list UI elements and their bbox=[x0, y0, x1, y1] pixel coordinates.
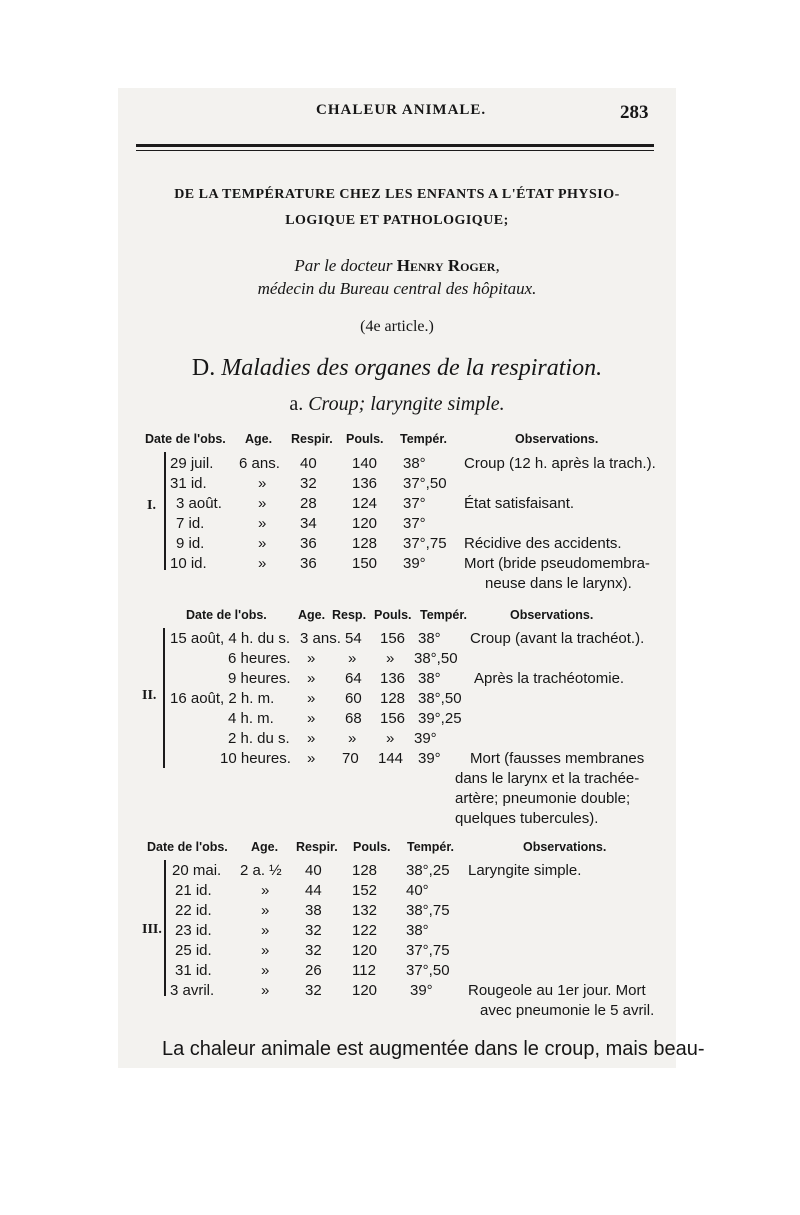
cell-temp: 37°,75 bbox=[406, 942, 450, 959]
cell-temp: 38°,75 bbox=[406, 902, 450, 919]
table1-label: I. bbox=[147, 498, 156, 513]
cell-temp: 38°,50 bbox=[414, 650, 458, 667]
cell-pouls: 122 bbox=[352, 922, 378, 939]
col-header-respir: Respir. bbox=[296, 840, 338, 854]
byline-suffix: , bbox=[495, 256, 500, 275]
col-header-temp: Tempér. bbox=[400, 432, 448, 446]
cell-respir: 54 bbox=[345, 630, 362, 647]
article-title-line1: DE LA TEMPÉRATURE CHEZ LES ENFANTS A L'ÉTAT PHYSIO- bbox=[174, 187, 620, 202]
cell-date: 31 id. bbox=[175, 962, 212, 979]
cell-temp: 40° bbox=[406, 882, 429, 899]
header-rule-thin bbox=[136, 150, 654, 151]
cell-pouls: 128 bbox=[380, 690, 406, 707]
cell-date: 4 h. m. bbox=[228, 710, 274, 727]
cell-age: » bbox=[261, 902, 270, 919]
cell-temp: 37° bbox=[403, 495, 426, 512]
cell-age: » bbox=[307, 730, 316, 747]
byline-prefix: Par le docteur bbox=[294, 256, 393, 275]
table1-brace bbox=[164, 452, 166, 570]
cell-age: 6 ans. bbox=[239, 455, 280, 472]
col-header-pouls: Pouls. bbox=[346, 432, 384, 446]
col-header-date: Date de l'obs. bbox=[145, 432, 226, 446]
cell-pouls: 132 bbox=[352, 902, 378, 919]
cell-respir: » bbox=[348, 650, 357, 667]
cell-observation: État satisfaisant. bbox=[464, 495, 575, 512]
section-letter: D. bbox=[191, 355, 216, 381]
subsection-letter: a. bbox=[289, 393, 304, 415]
col-header-obs: Observations. bbox=[510, 608, 594, 622]
cell-respir: » bbox=[348, 730, 357, 747]
cell-age: » bbox=[261, 962, 270, 979]
cell-respir: 60 bbox=[345, 690, 362, 707]
cell-age: » bbox=[307, 710, 316, 727]
cell-age: » bbox=[261, 982, 270, 999]
cell-observation: Après la trachéotomie. bbox=[474, 670, 625, 687]
cell-respir: 70 bbox=[342, 750, 359, 767]
cell-temp: 39°,25 bbox=[418, 710, 462, 727]
cell-date: 31 id. bbox=[170, 475, 207, 492]
cell-observation-cont: avec pneumonie le 5 avril. bbox=[480, 1002, 655, 1019]
cell-pouls: 112 bbox=[352, 962, 376, 979]
cell-respir: 64 bbox=[345, 670, 362, 687]
header-rule-thick bbox=[136, 144, 654, 147]
cell-age: » bbox=[261, 942, 270, 959]
cell-date: 15 août, 4 h. du s. bbox=[170, 630, 291, 647]
section-title: Maladies des organes de la respiration. bbox=[221, 355, 603, 381]
col-header-temp: Tempér. bbox=[420, 608, 468, 622]
cell-date: 20 mai. bbox=[172, 862, 222, 879]
cell-date: 22 id. bbox=[175, 902, 212, 919]
col-header-age: Age. bbox=[251, 840, 279, 854]
table3-label: III. bbox=[142, 922, 162, 937]
col-header-temp: Tempér. bbox=[407, 840, 455, 854]
table2-brace bbox=[163, 628, 165, 768]
author-affiliation: médecin du Bureau central des hôpitaux. bbox=[257, 279, 537, 298]
cell-temp: 39° bbox=[403, 555, 426, 572]
article-number: (4e article.) bbox=[360, 318, 434, 335]
cell-age: 2 a. ½ bbox=[240, 862, 282, 879]
cell-age: » bbox=[258, 495, 267, 512]
cell-temp: 37°,75 bbox=[403, 535, 447, 552]
running-title: CHALEUR ANIMALE. bbox=[316, 102, 487, 118]
cell-observation: Croup (12 h. après la trach.). bbox=[464, 455, 656, 472]
col-header-respir: Respir. bbox=[291, 432, 333, 446]
cell-respir: 38 bbox=[305, 902, 322, 919]
cell-respir: 32 bbox=[305, 982, 322, 999]
cell-pouls: 128 bbox=[352, 535, 378, 552]
cell-temp: 38° bbox=[418, 630, 441, 647]
cell-respir: 36 bbox=[300, 535, 317, 552]
cell-age: » bbox=[307, 670, 316, 687]
cell-temp: 38° bbox=[406, 922, 429, 939]
cell-date: 23 id. bbox=[175, 922, 212, 939]
col-header-date: Date de l'obs. bbox=[147, 840, 228, 854]
cell-age: » bbox=[261, 922, 270, 939]
cell-pouls: 140 bbox=[352, 455, 378, 472]
cell-pouls: 156 bbox=[380, 630, 406, 647]
col-header-age: Age. bbox=[298, 608, 326, 622]
cell-pouls: 156 bbox=[380, 710, 406, 727]
cell-pouls: 120 bbox=[352, 515, 378, 532]
cell-observation: Rougeole au 1er jour. Mort bbox=[468, 982, 646, 999]
cell-temp: 38°,25 bbox=[406, 862, 450, 879]
cell-pouls: » bbox=[386, 730, 395, 747]
cell-temp: 37°,50 bbox=[403, 475, 447, 492]
table3-brace bbox=[164, 860, 166, 996]
cell-age: » bbox=[307, 690, 316, 707]
cell-temp: 39° bbox=[414, 730, 437, 747]
cell-age: 3 ans. bbox=[300, 630, 341, 647]
cell-age: » bbox=[258, 515, 267, 532]
cell-observation: Récidive des accidents. bbox=[464, 535, 622, 552]
cell-temp: 38° bbox=[403, 455, 426, 472]
cell-date: 9 heures. bbox=[228, 670, 291, 687]
cell-observation: Laryngite simple. bbox=[468, 862, 582, 879]
cell-date: 10 heures. bbox=[220, 750, 291, 767]
page-number: 283 bbox=[620, 102, 649, 123]
article-title-line2: LOGIQUE ET PATHOLOGIQUE; bbox=[285, 213, 509, 228]
cell-respir: 44 bbox=[305, 882, 322, 899]
cell-pouls: 144 bbox=[378, 750, 404, 767]
cell-pouls: 128 bbox=[352, 862, 378, 879]
cell-date: 7 id. bbox=[176, 515, 205, 532]
subsection-heading bbox=[118, 393, 676, 416]
cell-date: 2 h. du s. bbox=[228, 730, 290, 747]
closing-text-line: La chaleur animale est augmentée dans le croup, mais beau- bbox=[162, 1038, 705, 1060]
cell-pouls: 150 bbox=[352, 555, 378, 572]
cell-respir: 32 bbox=[305, 942, 322, 959]
col-header-respir: Resp. bbox=[332, 608, 367, 622]
table2-label: II. bbox=[142, 688, 157, 703]
cell-observation: Mort (fausses membranes bbox=[470, 750, 645, 767]
cell-respir: 32 bbox=[305, 922, 322, 939]
col-header-pouls: Pouls. bbox=[353, 840, 391, 854]
cell-age: » bbox=[258, 475, 267, 492]
cell-respir: 40 bbox=[305, 862, 322, 879]
col-header-obs: Observations. bbox=[515, 432, 599, 446]
cell-date: 16 août, 2 h. m. bbox=[170, 690, 275, 707]
cell-pouls: 152 bbox=[352, 882, 378, 899]
cell-respir: 68 bbox=[345, 710, 362, 727]
cell-pouls: 124 bbox=[352, 495, 378, 512]
cell-date: 3 août. bbox=[176, 495, 222, 512]
cell-age: » bbox=[258, 535, 267, 552]
section-heading bbox=[118, 355, 676, 382]
cell-respir: 40 bbox=[300, 455, 317, 472]
cell-respir: 28 bbox=[300, 495, 317, 512]
cell-temp: 38° bbox=[418, 670, 441, 687]
col-header-obs: Observations. bbox=[523, 840, 607, 854]
cell-observation-cont: neuse dans le larynx). bbox=[485, 575, 632, 592]
cell-pouls: 136 bbox=[352, 475, 378, 492]
author-name: Henry Roger bbox=[396, 256, 496, 275]
cell-pouls: » bbox=[386, 650, 395, 667]
cell-date: 10 id. bbox=[170, 555, 207, 572]
cell-temp: 37° bbox=[403, 515, 426, 532]
cell-observation: Croup (avant la trachéot.). bbox=[470, 630, 645, 647]
cell-temp: 39° bbox=[410, 982, 433, 999]
cell-pouls: 120 bbox=[352, 982, 378, 999]
col-header-age: Age. bbox=[245, 432, 273, 446]
cell-date: 21 id. bbox=[175, 882, 212, 899]
cell-date: 3 avril. bbox=[170, 982, 215, 999]
cell-age: » bbox=[258, 555, 267, 572]
cell-observation-cont: dans le larynx et la trachée- bbox=[455, 770, 640, 787]
cell-age: » bbox=[307, 650, 316, 667]
cell-observation: Mort (bride pseudomembra- bbox=[464, 555, 650, 572]
cell-date: 6 heures. bbox=[228, 650, 291, 667]
cell-respir: 32 bbox=[300, 475, 317, 492]
cell-pouls: 120 bbox=[352, 942, 378, 959]
cell-date: 9 id. bbox=[176, 535, 205, 552]
cell-observation-cont: artère; pneumonie double; bbox=[455, 790, 631, 807]
byline bbox=[118, 256, 676, 276]
cell-age: » bbox=[307, 750, 316, 767]
subsection-title: Croup; laryngite simple. bbox=[308, 393, 505, 415]
cell-date: 25 id. bbox=[175, 942, 212, 959]
cell-respir: 34 bbox=[300, 515, 317, 532]
col-header-date: Date de l'obs. bbox=[186, 608, 267, 622]
cell-respir: 36 bbox=[300, 555, 317, 572]
col-header-pouls: Pouls. bbox=[374, 608, 412, 622]
cell-pouls: 136 bbox=[380, 670, 406, 687]
cell-temp: 38°,50 bbox=[418, 690, 462, 707]
cell-respir: 26 bbox=[305, 962, 322, 979]
cell-temp: 37°,50 bbox=[406, 962, 450, 979]
cell-observation-cont: quelques tubercules). bbox=[455, 810, 599, 827]
cell-age: » bbox=[261, 882, 270, 899]
cell-temp: 39° bbox=[418, 750, 441, 767]
cell-date: 29 juil. bbox=[170, 455, 214, 472]
